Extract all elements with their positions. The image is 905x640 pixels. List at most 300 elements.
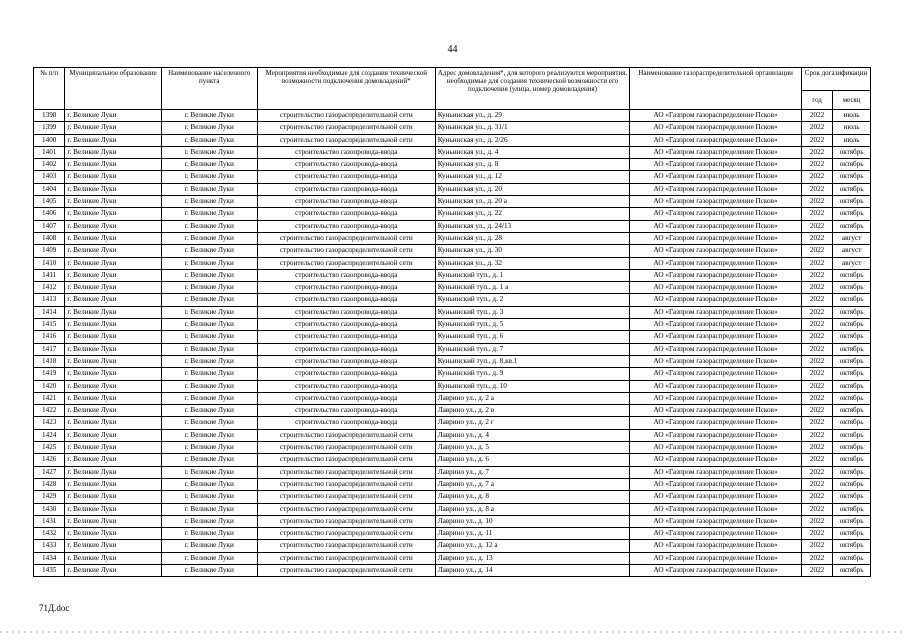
table-row <box>34 454 871 466</box>
cell-year: 2022 <box>801 146 832 158</box>
cell-year: 2022 <box>801 257 832 269</box>
cell-activity: строительство газораспределительной сети <box>257 466 435 478</box>
cell-locality: г. Великие Луки <box>161 171 257 183</box>
table-row <box>34 355 871 367</box>
cell-month: август <box>833 232 871 244</box>
cell-municipality: г. Великие Луки <box>65 343 161 355</box>
cell-municipality: г. Великие Луки <box>65 134 161 146</box>
cell-municipality: г. Великие Луки <box>65 294 161 306</box>
cell-activity: строительство газопровода-ввода <box>257 282 435 294</box>
cell-locality: г. Великие Луки <box>161 515 257 527</box>
cell-activity: строительство газопровода-ввода <box>257 159 435 171</box>
header-municipality: Муниципальное образование <box>65 68 161 110</box>
cell-num: 1424 <box>34 429 65 441</box>
cell-municipality: г. Великие Луки <box>65 540 161 552</box>
cell-organization: АО «Газпром газораспределение Псков» <box>630 552 802 564</box>
cell-municipality: г. Великие Луки <box>65 306 161 318</box>
cell-year: 2022 <box>801 183 832 195</box>
cell-organization: АО «Газпром газораспределение Псков» <box>630 503 802 515</box>
table-row <box>34 429 871 441</box>
cell-address: Куньинская ул., д. 30 <box>435 245 630 257</box>
cell-month: август <box>833 245 871 257</box>
table-row <box>34 368 871 380</box>
cell-locality: г. Великие Луки <box>161 503 257 515</box>
cell-locality: г. Великие Луки <box>161 466 257 478</box>
cell-address: Куньинская ул., д. 20 <box>435 183 630 195</box>
cell-address: Лаврино ул., д. 8 а <box>435 503 630 515</box>
cell-municipality: г. Великие Луки <box>65 392 161 404</box>
cell-month: октябрь <box>833 442 871 454</box>
cell-organization: АО «Газпром газораспределение Псков» <box>630 429 802 441</box>
cell-num: 1430 <box>34 503 65 515</box>
cell-address: Лаврино ул., д. 6 <box>435 454 630 466</box>
cell-year: 2022 <box>801 515 832 527</box>
cell-organization: АО «Газпром газораспределение Псков» <box>630 146 802 158</box>
cell-address: Куньинский туп., д. 5 <box>435 319 630 331</box>
cell-address: Лаврино ул., д. 14 <box>435 564 630 576</box>
cell-locality: г. Великие Луки <box>161 417 257 429</box>
cell-month: октябрь <box>833 269 871 281</box>
cell-num: 1403 <box>34 171 65 183</box>
cell-year: 2022 <box>801 454 832 466</box>
cell-num: 1421 <box>34 392 65 404</box>
cell-locality: г. Великие Луки <box>161 343 257 355</box>
cell-address: Куньинский туп., д. 2 <box>435 294 630 306</box>
cell-activity: строительство газораспределительной сети <box>257 503 435 515</box>
table-row <box>34 196 871 208</box>
cell-activity: строительство газопровода-ввода <box>257 380 435 392</box>
table-row <box>34 466 871 478</box>
cell-activity: строительство газораспределительной сети <box>257 478 435 490</box>
table-row <box>34 159 871 171</box>
page-number: 44 <box>447 44 458 55</box>
table-row <box>34 171 871 183</box>
cell-num: 1410 <box>34 257 65 269</box>
cell-activity: строительство газораспределительной сети <box>257 454 435 466</box>
cell-month: октябрь <box>833 368 871 380</box>
cell-locality: г. Великие Луки <box>161 196 257 208</box>
cell-organization: АО «Газпром газораспределение Псков» <box>630 454 802 466</box>
cell-municipality: г. Великие Луки <box>65 380 161 392</box>
cell-num: 1399 <box>34 122 65 134</box>
cell-month: октябрь <box>833 417 871 429</box>
cell-locality: г. Великие Луки <box>161 331 257 343</box>
cell-municipality: г. Великие Луки <box>65 564 161 576</box>
cell-address: Лаврино ул., д. 12 а <box>435 540 630 552</box>
table-row <box>34 110 871 122</box>
cell-locality: г. Великие Луки <box>161 454 257 466</box>
cell-municipality: г. Великие Луки <box>65 466 161 478</box>
cell-municipality: г. Великие Луки <box>65 232 161 244</box>
cell-address: Куньинская ул., д. 29 <box>435 110 630 122</box>
cell-month: октябрь <box>833 429 871 441</box>
cell-address: Лаврино ул., д. 2 в <box>435 405 630 417</box>
cell-month: октябрь <box>833 159 871 171</box>
cell-num: 1428 <box>34 478 65 490</box>
cell-month: октябрь <box>833 319 871 331</box>
cell-activity: строительство газопровода-ввода <box>257 319 435 331</box>
cell-num: 1423 <box>34 417 65 429</box>
cell-year: 2022 <box>801 478 832 490</box>
header-deadline: Срок догазификации <box>801 68 870 91</box>
cell-address: Куньинская ул., д. 4 <box>435 146 630 158</box>
cell-month: октябрь <box>833 282 871 294</box>
cell-locality: г. Великие Луки <box>161 220 257 232</box>
cell-num: 1414 <box>34 306 65 318</box>
cell-organization: АО «Газпром газораспределение Псков» <box>630 343 802 355</box>
document-filename: 71Д.doc <box>39 603 70 613</box>
cell-activity: строительство газораспределительной сети <box>257 442 435 454</box>
table-row <box>34 232 871 244</box>
cell-month: октябрь <box>833 171 871 183</box>
cell-year: 2022 <box>801 208 832 220</box>
cell-month: октябрь <box>833 380 871 392</box>
table-row <box>34 122 871 134</box>
cell-address: Куньинский туп., д. 1 <box>435 269 630 281</box>
header-address: Адрес домовладения*, для которого реализуются мероприятия, необходимые для создания технической возможности его подключения (улица, номер домовладения) <box>435 68 630 110</box>
cell-year: 2022 <box>801 392 832 404</box>
cell-address: Куньинская ул., д. 2/26 <box>435 134 630 146</box>
cell-activity: строительство газопровода-ввода <box>257 269 435 281</box>
cell-organization: АО «Газпром газораспределение Псков» <box>630 183 802 195</box>
cell-address: Куньинская ул., д. 12 <box>435 171 630 183</box>
cell-year: 2022 <box>801 552 832 564</box>
table-row <box>34 491 871 503</box>
cell-num: 1406 <box>34 208 65 220</box>
cell-activity: строительство газораспределительной сети <box>257 232 435 244</box>
cell-year: 2022 <box>801 429 832 441</box>
table-row <box>34 282 871 294</box>
cell-address: Куньинский туп., д. 1 а <box>435 282 630 294</box>
cell-num: 1432 <box>34 528 65 540</box>
cell-activity: строительство газопровода-ввода <box>257 171 435 183</box>
cell-organization: АО «Газпром газораспределение Псков» <box>630 122 802 134</box>
cell-month: август <box>833 257 871 269</box>
cell-month: октябрь <box>833 405 871 417</box>
cell-municipality: г. Великие Луки <box>65 417 161 429</box>
cell-activity: строительство газопровода-ввода <box>257 183 435 195</box>
cell-activity: строительство газопровода-ввода <box>257 392 435 404</box>
cell-address: Куньинская ул., д. 22 <box>435 208 630 220</box>
cell-municipality: г. Великие Луки <box>65 208 161 220</box>
cell-activity: строительство газопровода-ввода <box>257 196 435 208</box>
cell-organization: АО «Газпром газораспределение Псков» <box>630 319 802 331</box>
cell-organization: АО «Газпром газораспределение Псков» <box>630 282 802 294</box>
cell-num: 1420 <box>34 380 65 392</box>
cell-organization: АО «Газпром газораспределение Псков» <box>630 466 802 478</box>
cell-address: Лаврино ул., д. 10 <box>435 515 630 527</box>
cell-year: 2022 <box>801 122 832 134</box>
cell-num: 1401 <box>34 146 65 158</box>
cell-month: октябрь <box>833 196 871 208</box>
cell-municipality: г. Великие Луки <box>65 146 161 158</box>
cell-year: 2022 <box>801 355 832 367</box>
cell-year: 2022 <box>801 319 832 331</box>
cell-address: Лаврино ул., д. 11 <box>435 528 630 540</box>
cell-year: 2022 <box>801 343 832 355</box>
cell-address: Куньинская ул., д. 8 <box>435 159 630 171</box>
cell-num: 1435 <box>34 564 65 576</box>
cell-year: 2022 <box>801 491 832 503</box>
cell-organization: АО «Газпром газораспределение Псков» <box>630 405 802 417</box>
cell-activity: строительство газопровода-ввода <box>257 306 435 318</box>
table-row <box>34 515 871 527</box>
table-row <box>34 478 871 490</box>
cell-address: Лаврино ул., д. 7 а <box>435 478 630 490</box>
cell-address: Куньинский туп., д. 9 <box>435 368 630 380</box>
table-row <box>34 331 871 343</box>
header-year: год <box>801 91 832 110</box>
cell-locality: г. Великие Луки <box>161 110 257 122</box>
cell-organization: АО «Газпром газораспределение Псков» <box>630 245 802 257</box>
cell-locality: г. Великие Луки <box>161 319 257 331</box>
cell-year: 2022 <box>801 306 832 318</box>
cell-organization: АО «Газпром газораспределение Псков» <box>630 159 802 171</box>
cell-organization: АО «Газпром газораспределение Псков» <box>630 392 802 404</box>
scan-edge-noise <box>0 631 905 633</box>
cell-month: октябрь <box>833 331 871 343</box>
cell-activity: строительство газопровода-ввода <box>257 294 435 306</box>
table-row <box>34 257 871 269</box>
cell-address: Куньинский туп., д. 7 <box>435 343 630 355</box>
cell-year: 2022 <box>801 503 832 515</box>
cell-month: октябрь <box>833 146 871 158</box>
cell-month: октябрь <box>833 306 871 318</box>
cell-municipality: г. Великие Луки <box>65 454 161 466</box>
cell-year: 2022 <box>801 442 832 454</box>
cell-month: октябрь <box>833 392 871 404</box>
cell-organization: АО «Газпром газораспределение Псков» <box>630 294 802 306</box>
cell-num: 1402 <box>34 159 65 171</box>
table-row <box>34 442 871 454</box>
cell-activity: строительство газораспределительной сети <box>257 515 435 527</box>
cell-num: 1409 <box>34 245 65 257</box>
cell-organization: АО «Газпром газораспределение Псков» <box>630 564 802 576</box>
cell-organization: АО «Газпром газораспределение Псков» <box>630 269 802 281</box>
cell-address: Лаврино ул., д. 8 <box>435 491 630 503</box>
cell-num: 1398 <box>34 110 65 122</box>
table-row <box>34 245 871 257</box>
cell-month: октябрь <box>833 183 871 195</box>
cell-address: Куньинская ул., д. 31/1 <box>435 122 630 134</box>
table-row <box>34 540 871 552</box>
cell-locality: г. Великие Луки <box>161 355 257 367</box>
cell-num: 1407 <box>34 220 65 232</box>
cell-municipality: г. Великие Луки <box>65 269 161 281</box>
cell-address: Лаврино ул., д. 5 <box>435 442 630 454</box>
cell-municipality: г. Великие Луки <box>65 282 161 294</box>
cell-locality: г. Великие Луки <box>161 208 257 220</box>
cell-locality: г. Великие Луки <box>161 122 257 134</box>
cell-address: Куньинский туп., д. 10 <box>435 380 630 392</box>
cell-num: 1405 <box>34 196 65 208</box>
table-row <box>34 319 871 331</box>
header-activity: Мероприятия необходимые для создания технической возможности подключения домовладений* <box>257 68 435 110</box>
cell-address: Куньинская ул., д. 20 а <box>435 196 630 208</box>
cell-month: июль <box>833 110 871 122</box>
cell-locality: г. Великие Луки <box>161 183 257 195</box>
cell-organization: АО «Газпром газораспределение Псков» <box>630 515 802 527</box>
cell-month: июль <box>833 134 871 146</box>
cell-locality: г. Великие Луки <box>161 564 257 576</box>
cell-activity: строительство газопровода-ввода <box>257 355 435 367</box>
cell-activity: строительство газопровода-ввода <box>257 417 435 429</box>
cell-year: 2022 <box>801 196 832 208</box>
cell-activity: строительство газопровода-ввода <box>257 343 435 355</box>
header-month: месяц <box>833 91 871 110</box>
cell-num: 1426 <box>34 454 65 466</box>
cell-num: 1404 <box>34 183 65 195</box>
table-row <box>34 183 871 195</box>
cell-num: 1422 <box>34 405 65 417</box>
table-body <box>34 110 871 577</box>
cell-municipality: г. Великие Луки <box>65 429 161 441</box>
cell-organization: АО «Газпром газораспределение Псков» <box>630 478 802 490</box>
cell-month: октябрь <box>833 466 871 478</box>
table-row <box>34 417 871 429</box>
cell-month: октябрь <box>833 478 871 490</box>
cell-organization: АО «Газпром газораспределение Псков» <box>630 196 802 208</box>
cell-month: октябрь <box>833 454 871 466</box>
cell-address: Лаврино ул., д. 7 <box>435 466 630 478</box>
cell-activity: строительство газораспределительной сети <box>257 429 435 441</box>
cell-municipality: г. Великие Луки <box>65 220 161 232</box>
cell-num: 1418 <box>34 355 65 367</box>
cell-locality: г. Великие Луки <box>161 134 257 146</box>
table-row <box>34 343 871 355</box>
cell-activity: строительство газопровода-ввода <box>257 208 435 220</box>
cell-locality: г. Великие Луки <box>161 306 257 318</box>
cell-year: 2022 <box>801 331 832 343</box>
cell-month: октябрь <box>833 564 871 576</box>
table-row <box>34 392 871 404</box>
cell-year: 2022 <box>801 134 832 146</box>
cell-activity: строительство газопровода-ввода <box>257 220 435 232</box>
cell-address: Куньинская ул., д. 24/13 <box>435 220 630 232</box>
cell-municipality: г. Великие Луки <box>65 171 161 183</box>
cell-num: 1425 <box>34 442 65 454</box>
cell-activity: строительство газораспределительной сети <box>257 245 435 257</box>
cell-locality: г. Великие Луки <box>161 540 257 552</box>
cell-organization: АО «Газпром газораспределение Псков» <box>630 442 802 454</box>
cell-municipality: г. Великие Луки <box>65 528 161 540</box>
cell-month: октябрь <box>833 355 871 367</box>
cell-month: октябрь <box>833 491 871 503</box>
cell-activity: строительство газопровода-ввода <box>257 146 435 158</box>
cell-activity: строительство газораспределительной сети <box>257 257 435 269</box>
table-header <box>34 68 871 110</box>
cell-address: Куньинский туп., д. 8,кв.1 <box>435 355 630 367</box>
gasification-table <box>33 67 871 577</box>
cell-municipality: г. Великие Луки <box>65 183 161 195</box>
cell-year: 2022 <box>801 417 832 429</box>
cell-locality: г. Великие Луки <box>161 159 257 171</box>
cell-municipality: г. Великие Луки <box>65 196 161 208</box>
cell-month: октябрь <box>833 343 871 355</box>
cell-organization: АО «Газпром газораспределение Псков» <box>630 171 802 183</box>
cell-organization: АО «Газпром газораспределение Псков» <box>630 380 802 392</box>
cell-locality: г. Великие Луки <box>161 528 257 540</box>
cell-municipality: г. Великие Луки <box>65 110 161 122</box>
table-row <box>34 552 871 564</box>
cell-organization: АО «Газпром газораспределение Псков» <box>630 528 802 540</box>
header-locality: Наименование населенного пункта <box>161 68 257 110</box>
cell-municipality: г. Великие Луки <box>65 442 161 454</box>
cell-num: 1412 <box>34 282 65 294</box>
cell-municipality: г. Великие Луки <box>65 319 161 331</box>
cell-activity: строительство газопровода-ввода <box>257 405 435 417</box>
cell-address: Лаврино ул., д. 4 <box>435 429 630 441</box>
cell-organization: АО «Газпром газораспределение Псков» <box>630 368 802 380</box>
cell-locality: г. Великие Луки <box>161 552 257 564</box>
cell-num: 1431 <box>34 515 65 527</box>
cell-num: 1429 <box>34 491 65 503</box>
cell-num: 1427 <box>34 466 65 478</box>
cell-year: 2022 <box>801 282 832 294</box>
cell-organization: АО «Газпром газораспределение Псков» <box>630 417 802 429</box>
cell-locality: г. Великие Луки <box>161 405 257 417</box>
cell-year: 2022 <box>801 540 832 552</box>
cell-activity: строительство газораспределительной сети <box>257 564 435 576</box>
cell-municipality: г. Великие Луки <box>65 245 161 257</box>
cell-year: 2022 <box>801 269 832 281</box>
cell-municipality: г. Великие Луки <box>65 503 161 515</box>
cell-municipality: г. Великие Луки <box>65 368 161 380</box>
cell-month: октябрь <box>833 528 871 540</box>
cell-organization: АО «Газпром газораспределение Псков» <box>630 491 802 503</box>
cell-address: Куньинский туп., д. 3 <box>435 306 630 318</box>
cell-address: Куньинский туп., д. 6 <box>435 331 630 343</box>
cell-locality: г. Великие Луки <box>161 392 257 404</box>
cell-address: Куньинская ул., д. 28 <box>435 232 630 244</box>
table-row <box>34 564 871 576</box>
cell-locality: г. Великие Луки <box>161 146 257 158</box>
cell-year: 2022 <box>801 171 832 183</box>
cell-activity: строительство газораспределительной сети <box>257 552 435 564</box>
cell-year: 2022 <box>801 294 832 306</box>
cell-organization: АО «Газпром газораспределение Псков» <box>630 134 802 146</box>
cell-activity: строительство газораспределительной сети <box>257 122 435 134</box>
cell-month: октябрь <box>833 503 871 515</box>
cell-address: Лаврино ул., д. 2 а <box>435 392 630 404</box>
cell-year: 2022 <box>801 245 832 257</box>
cell-organization: АО «Газпром газораспределение Псков» <box>630 110 802 122</box>
cell-locality: г. Великие Луки <box>161 257 257 269</box>
cell-year: 2022 <box>801 220 832 232</box>
cell-activity: строительство газораспределительной сети <box>257 528 435 540</box>
cell-locality: г. Великие Луки <box>161 269 257 281</box>
cell-municipality: г. Великие Луки <box>65 331 161 343</box>
cell-address: Лаврино ул., д. 13 <box>435 552 630 564</box>
table-row <box>34 208 871 220</box>
cell-year: 2022 <box>801 528 832 540</box>
cell-month: октябрь <box>833 540 871 552</box>
cell-month: октябрь <box>833 208 871 220</box>
cell-year: 2022 <box>801 110 832 122</box>
cell-activity: строительство газораспределительной сети <box>257 110 435 122</box>
table-row <box>34 134 871 146</box>
cell-activity: строительство газораспределительной сети <box>257 491 435 503</box>
table-row <box>34 146 871 158</box>
table-row <box>34 294 871 306</box>
cell-num: 1433 <box>34 540 65 552</box>
cell-organization: АО «Газпром газораспределение Псков» <box>630 355 802 367</box>
cell-locality: г. Великие Луки <box>161 380 257 392</box>
cell-locality: г. Великие Луки <box>161 232 257 244</box>
cell-num: 1416 <box>34 331 65 343</box>
cell-locality: г. Великие Луки <box>161 368 257 380</box>
cell-month: октябрь <box>833 220 871 232</box>
